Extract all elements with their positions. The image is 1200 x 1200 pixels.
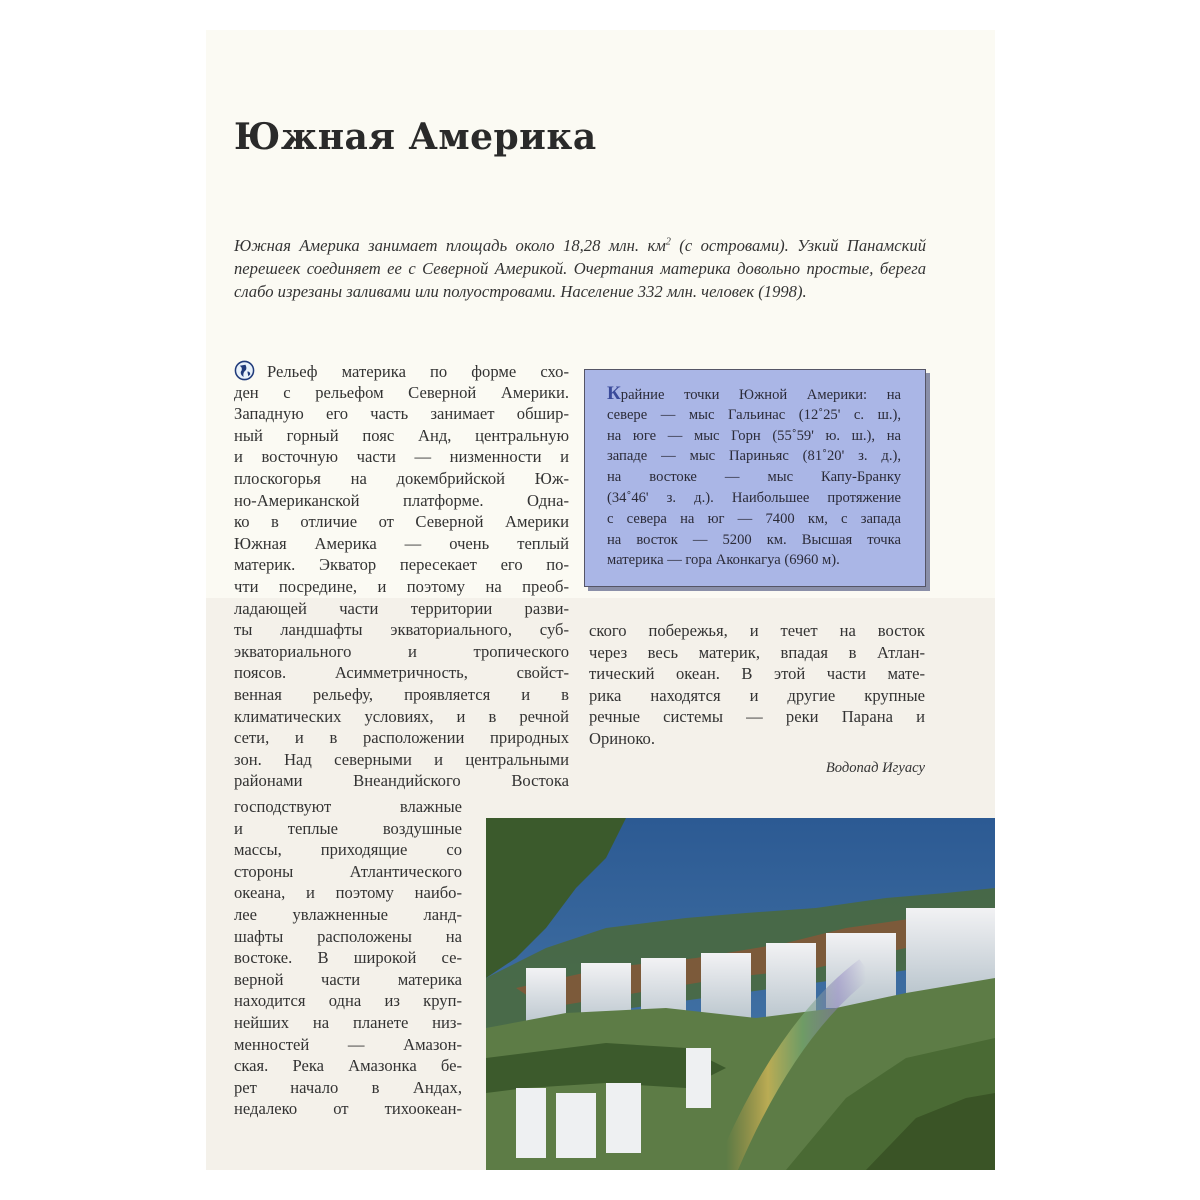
text-line-content: господствуют влажные	[234, 797, 462, 816]
text-line-content: чти посредине, и поэтому на преоб-	[234, 576, 569, 596]
text-line	[234, 882, 462, 904]
text-line	[234, 839, 462, 861]
text-line	[234, 662, 569, 684]
text-line	[234, 1077, 462, 1099]
globe-icon	[234, 360, 255, 381]
text-line-content: нейших на планете низ-	[234, 1012, 462, 1032]
factbox-line	[607, 405, 901, 426]
text-line	[234, 641, 569, 663]
extreme-points-box	[584, 369, 926, 587]
text-line-content: плоскогорья на докембрийской Юж-	[234, 468, 569, 488]
text-line-content: рика находятся и другие крупные	[589, 685, 925, 705]
text-line	[589, 685, 925, 707]
factbox-line	[607, 509, 901, 530]
page-title: Южная Америка	[234, 116, 597, 158]
factbox-line-text: с севера на юг — 7400 км, с запада	[607, 510, 901, 527]
text-line	[234, 598, 569, 620]
text-line-content: востоке. В широкой се-	[234, 948, 462, 968]
factbox-line	[607, 467, 901, 488]
text-line-content: тический океан. В этой части мате-	[589, 664, 925, 684]
factbox-line-text: западе — мыс Париньяс (81˚20' з. д.),	[607, 448, 901, 465]
factbox-line-text: материка — гора Аконкагуа (6960 м).	[607, 552, 840, 569]
intro-text-1: Южная Америка занимает площадь около 18,28 млн. км	[234, 236, 666, 255]
text-line-content: менностей — Амазон-	[234, 1034, 462, 1054]
text-line	[589, 663, 925, 685]
factbox-line-text: на востоке — мыс Капу-Бранку	[607, 469, 901, 486]
intro-superscript: 2	[665, 236, 671, 248]
body-column-left-narrow	[234, 796, 462, 1120]
text-line-content: зон. Над северными и центральными	[234, 749, 569, 769]
text-line-content: венная рельефу, проявляется и в	[234, 684, 569, 704]
text-line	[234, 861, 462, 883]
text-line-content: экваториального и тропического	[234, 641, 569, 661]
text-line-content: ладающей части территории разви-	[234, 598, 569, 618]
text-line-content: и восточную части — низменности и	[234, 447, 569, 467]
text-line	[234, 403, 569, 425]
text-line	[589, 728, 925, 750]
text-line	[234, 749, 569, 771]
text-line	[234, 904, 462, 926]
factbox-line	[607, 530, 901, 551]
text-line	[234, 468, 569, 490]
text-line-content: Ориноко.	[589, 728, 656, 748]
text-line-content: материк. Экватор пересекает его по-	[234, 555, 569, 575]
text-line-content: климатических условиях, и в речной	[234, 706, 569, 726]
text-line	[234, 382, 569, 404]
text-line	[234, 1098, 462, 1120]
factbox-line	[607, 426, 901, 447]
text-line-content: лее увлажненные ланд-	[234, 904, 462, 924]
text-line	[234, 619, 569, 641]
text-line-content: массы, приходящие со	[234, 840, 462, 860]
text-line-content: рет начало в Андах,	[234, 1077, 462, 1097]
text-line-content: недалеко от тихоокеан-	[234, 1099, 462, 1119]
text-line	[234, 1012, 462, 1034]
text-line-content: стороны Атлантического	[234, 861, 462, 881]
text-line-content: шафты расположены на	[234, 926, 462, 946]
text-line-content: районами Внеандийского Востока	[234, 771, 569, 791]
text-line	[234, 360, 569, 382]
intro-text-2: (с островами). Узкий Панамский перешеек соединяет ее с Северной Америкой. Очертания материка довольно простые, берега слабо изрезаны заливами или полуостровами. Население 332 млн. человек (1998).	[234, 236, 926, 302]
factbox-line	[607, 446, 901, 467]
text-line	[234, 554, 569, 576]
text-line-content: поясов. Асимметричность, свойст-	[234, 663, 569, 683]
factbox-line-text: (34˚46' з. д.). Наибольшее протяжение	[607, 489, 901, 506]
factbox-line-text: на восток — 5200 км. Высшая точка	[607, 531, 901, 548]
extreme-points-text	[607, 384, 901, 571]
text-line	[234, 706, 569, 728]
body-column-left	[234, 360, 569, 792]
factbox-line-text: райние точки Южной Америки: на	[620, 387, 901, 403]
text-line-content: океана, и поэтому наибо-	[234, 883, 462, 903]
text-line	[234, 818, 462, 840]
text-line-content: Рельеф материка по форме схо-	[267, 362, 569, 381]
text-line-content: Южная Америка — очень теплый	[234, 533, 569, 553]
text-line	[234, 990, 462, 1012]
text-line	[234, 727, 569, 749]
text-line	[589, 620, 925, 642]
text-line-content: ко в отличие от Северной Америки	[234, 512, 569, 532]
text-line	[234, 969, 462, 991]
text-line-content: через весь материк, впадая в Атлан-	[589, 642, 925, 662]
text-line-content: находится одна из круп-	[234, 991, 462, 1011]
text-line	[234, 926, 462, 948]
text-line-content: сети, и в расположении природных	[234, 728, 569, 748]
factbox-line-text: севере — мыс Гальинас (12˚25' с. ш.),	[607, 406, 901, 423]
text-line	[234, 1034, 462, 1056]
photo-caption: Водопад Игуасу	[825, 760, 925, 776]
factbox-drop-letter: К	[607, 383, 621, 404]
text-line	[234, 425, 569, 447]
text-line-content: верной части материка	[234, 969, 462, 989]
text-line	[234, 446, 569, 468]
text-line-content: но-Американской платформе. Одна-	[234, 490, 569, 510]
factbox-line-text: на юге — мыс Горн (55˚59' ю. ш.), на	[607, 427, 901, 444]
text-line-content: ская. Река Амазонка бе-	[234, 1056, 462, 1076]
text-line	[589, 642, 925, 664]
factbox-line	[607, 384, 901, 405]
text-line	[234, 770, 569, 792]
factbox-line	[607, 550, 901, 571]
text-line-content: и теплые воздушные	[234, 818, 462, 838]
iguazu-falls-photo	[486, 818, 995, 1170]
intro-paragraph	[234, 234, 926, 304]
text-line	[234, 533, 569, 555]
factbox-line	[607, 488, 901, 509]
text-line-content: ный горный пояс Анд, центральную	[234, 425, 569, 445]
text-line	[234, 796, 462, 818]
text-line-content: ты ландшафты экваториального, суб-	[234, 620, 569, 640]
text-line-content: Западную его часть занимает обшир-	[234, 404, 569, 424]
text-line	[234, 490, 569, 512]
text-line	[234, 511, 569, 533]
text-line	[234, 576, 569, 598]
text-line-content: ского побережья, и течет на восток	[589, 621, 925, 640]
text-line-content: речные системы — реки Парана и	[589, 707, 925, 727]
text-line	[234, 684, 569, 706]
text-line	[589, 706, 925, 728]
text-line	[234, 1055, 462, 1077]
body-column-right	[589, 620, 925, 750]
text-line	[234, 947, 462, 969]
text-line-content: ден с рельефом Северной Америки.	[234, 382, 569, 402]
